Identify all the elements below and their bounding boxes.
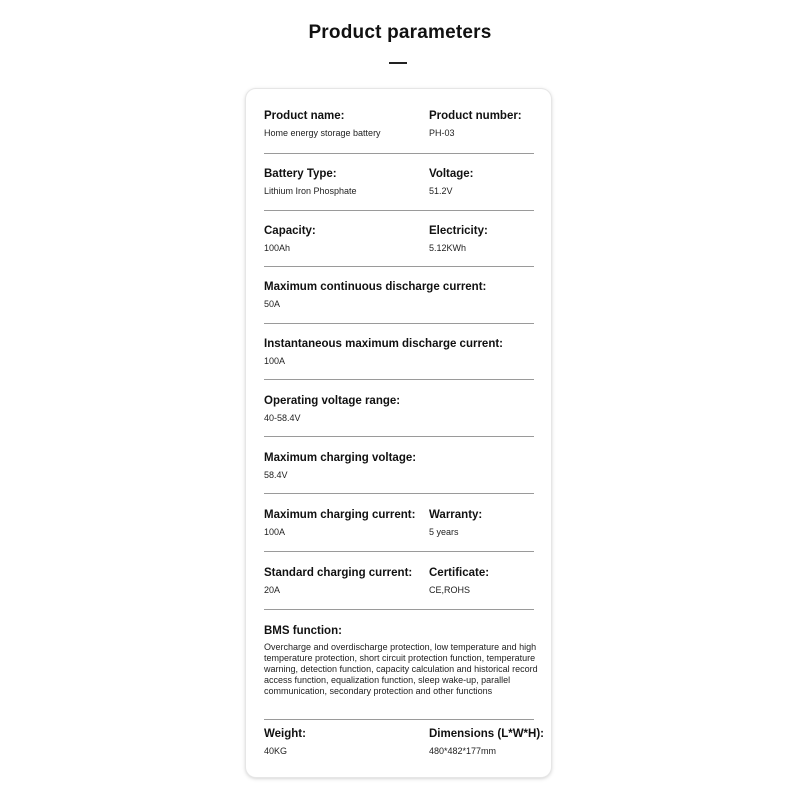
param-battery-type [264,167,357,197]
param-dimensions [429,727,544,757]
param-standard-charging [264,566,412,596]
param-row-battery [264,167,534,211]
param-label: Capacity: [264,225,316,237]
param-charging-voltage [264,451,416,481]
param-value: 40-58.4V [264,413,301,423]
param-value: 5 years [429,527,459,537]
param-value: 40KG [264,746,288,756]
param-value: Home energy storage battery [264,128,381,138]
title-divider [389,62,407,64]
param-capacity [264,224,316,254]
param-value: Lithium Iron Phosphate [264,186,357,196]
page-title: Product parameters [308,22,492,43]
param-label: Weight: [264,728,306,740]
param-label: Maximum continuous discharge current: [264,281,487,293]
param-value: 20A [264,585,281,595]
param-electricity [429,224,488,254]
param-continuous-discharge [264,280,486,310]
param-value: 100A [264,356,286,366]
param-value: 50A [264,299,281,309]
param-charging-current [264,508,415,538]
param-row-standard-charging [264,566,534,610]
param-value: 5.12KWh [429,243,467,253]
param-row-charging-current [264,508,534,552]
param-warranty [429,508,482,538]
param-product-number [429,109,522,139]
param-instant-discharge [264,337,503,367]
param-label: BMS function: [264,625,342,637]
param-label: Maximum charging current: [264,509,416,521]
param-row-charging-voltage [264,451,534,494]
param-label: Instantaneous maximum discharge current: [264,338,504,350]
param-row-bms [264,624,538,720]
param-value: 100Ah [264,243,291,253]
param-value: CE,ROHS [429,585,471,595]
param-row-voltage-range [264,394,534,437]
param-label: Certificate: [429,567,490,579]
param-value: 480*482*177mm [429,746,497,756]
param-value: 51.2V [429,186,453,196]
param-certificate [429,566,489,596]
param-label: Voltage: [429,168,474,180]
param-row-instant-discharge [264,337,534,380]
param-value: Overcharge and overdischarge protection, low temperature and high temperature protection, short circuit protection function, temperature warning, detection function, capacity calculation and historical record access function, equalization function, sleep wake-up, parallel communication, secondary protection and other functions [264,642,538,696]
param-bms-function [264,624,542,697]
param-label: Product name: [264,110,345,122]
param-row-capacity [264,224,534,267]
param-row-continuous-discharge [264,280,534,324]
param-value: 58.4V [264,470,288,480]
param-label: Operating voltage range: [264,395,401,407]
param-voltage [429,167,474,197]
param-voltage-range [264,394,400,424]
param-value: 100A [264,527,286,537]
param-product-name [264,109,381,139]
param-label: Electricity: [429,225,488,237]
param-label: Standard charging current: [264,567,413,579]
param-label: Product number: [429,110,522,122]
param-weight [264,727,306,757]
param-label: Battery Type: [264,168,337,180]
param-row-weight [264,727,544,767]
param-row-product [264,109,534,154]
param-label: Dimensions (L*W*H): [429,728,544,740]
param-label: Maximum charging voltage: [264,452,417,464]
param-label: Warranty: [429,509,483,521]
param-value: PH-03 [429,128,455,138]
parameters-card [246,89,551,777]
